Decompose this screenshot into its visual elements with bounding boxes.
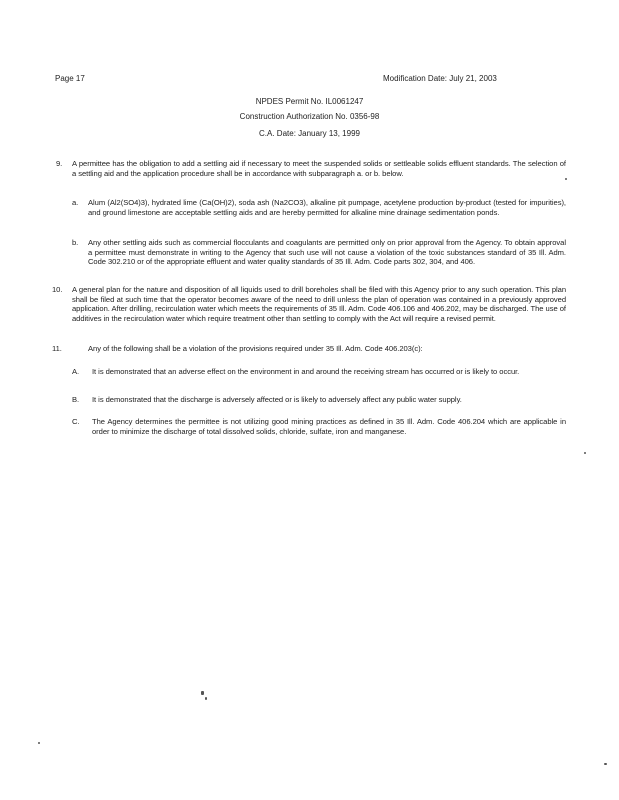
construction-authorization: Construction Authorization No. 0356-98	[239, 112, 380, 121]
scan-speck	[565, 178, 567, 180]
item-9a-letter: a.	[72, 198, 79, 207]
ca-date: C.A. Date: January 13, 1999	[259, 129, 360, 138]
item-11a-letter: A.	[72, 367, 80, 376]
item-11c-letter: C.	[72, 417, 80, 426]
modification-date: Modification Date: July 21, 2003	[383, 74, 497, 83]
item-9-text: A permittee has the obligation to add a settling aid if necessary to meet the suspended solids or settleable solids effluent standards. The selection of a settling aid and the application procedure shall be in accordance with subparagraph a. or b. below.	[72, 159, 566, 178]
item-9b-letter: b.	[72, 238, 79, 247]
scan-speck	[38, 742, 40, 744]
item-11b-letter: B.	[72, 395, 80, 404]
scan-speck	[584, 452, 586, 454]
item-9-number: 9.	[56, 159, 63, 168]
scan-speck	[201, 691, 204, 695]
item-9a-text: Alum (Al2(SO4)3), hydrated lime (Ca(OH)2), soda ash (Na2CO3), alkaline pit pumpage, acetylene production by-product (tested for impurities), and ground limestone are acceptable settling aids and are hereby permitted for alkaline mine drainage sedimentation ponds.	[88, 198, 566, 217]
item-11b-text: It is demonstrated that the discharge is adversely affected or is likely to adversely affect any public water supply.	[92, 395, 462, 404]
item-11-number: 11.	[52, 344, 62, 353]
item-11-text: Any of the following shall be a violation of the provisions required under 35 Ill. Adm. Code 406.203(c):	[88, 344, 423, 353]
item-10-text: A general plan for the nature and disposition of all liquids used to drill boreholes shall be filed with this Agency prior to any such operation. This plan shall be filed at such time that the operator becomes aware of the need to drill unless the plan of operation was contained in a previously approved application. After drilling, recirculation water which meets the requirements of 35 Ill. Adm. Code 406.106 and 406.202, may be discharged. The use of additives in the recirculation water which require treatment other than settling to comply with the Act will require a revised permit.	[72, 285, 566, 323]
item-10-number: 10.	[52, 285, 63, 294]
scan-speck	[604, 763, 607, 765]
scan-speck	[205, 697, 207, 700]
permit-number: NPDES Permit No. IL0061247	[255, 97, 364, 106]
item-11c-text: The Agency determines the permittee is not utilizing good mining practices as defined in 35 Ill. Adm. Code 406.204 which are applicable in order to minimize the discharge of total dissolved solids, chloride, sulfate, iron and manganese.	[92, 417, 566, 436]
item-9b-text: Any other settling aids such as commercial flocculants and coagulants are permitted only on prior approval from the Agency. To obtain approval a permittee must demonstrate in writing to the Agency that such use will not cause a violation of the toxic substances standard of 35 Ill. Adm. Code 302.210 or of the appropriate effluent and water quality standards of 35 Ill. Adm. Code parts 302, 304, and 406.	[88, 238, 566, 267]
item-11a-text: It is demonstrated that an adverse effect on the environment in and around the receiving stream has occurred or is likely to occur.	[92, 367, 520, 376]
page-number: Page 17	[55, 74, 85, 83]
